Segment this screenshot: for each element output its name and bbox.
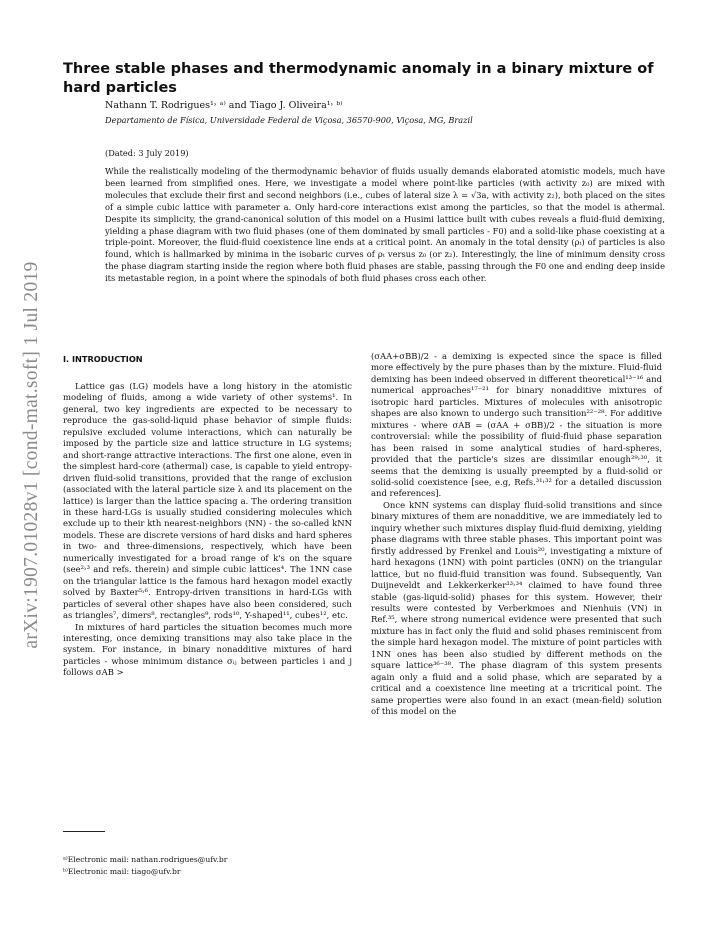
paragraph: In mixtures of hard particles the situation becomes much more interesting, once demixing transitions may also take place in the system. For instance, in binary nonadditive mixtures of hard particles - whose minimum distance σᵢⱼ between particles i and j follows σAB > [63, 621, 352, 678]
left-column [63, 381, 352, 679]
authors: Nathann T. Rodrigues¹˒ ᵃ⁾ and Tiago J. Oliveira¹˒ ᵇ⁾ [105, 100, 343, 111]
paragraph: (σAA+σBB)/2 - a demixing is expected since the space is filled more effectively by the pure phases than by the mixture. Fluid-fluid demixing has been indeed observed in different theoretical¹³⁻¹⁶ and numerical approaches¹⁷⁻²¹ for binary nonadditive mixtures of isotropic hard particles. Mixtures of molecules with anisotropic shapes are also known to undergo such transition²²⁻²⁸. For additive mixtures - where σAB = (σAA + σBB)/2 - the situation is more controversial: while the possibility of fluid-fluid phase separation has been raised in some analytical studies of hard-spheres, provided that the particle's sizes are dissimilar enough²⁹˒³⁰, it seems that the demixing is usually preempted by a fluid-solid or solid-solid coexistence [see, e.g, Refs.³¹˒³² for a detailed discussion and references]. [371, 351, 662, 499]
arxiv-stamp [17, 240, 47, 670]
paragraph: Lattice gas (LG) models have a long history in the atomistic modeling of fluids, among a wide variety of other systems¹. In general, two key ingredients are expected to be necessary to reproduce the gas-solid-liquid phase behavior of simple fluids: repulsive excluded volume interactions, which can naturally be imposed by the particle size and lattice structure in LG systems; and short-range attractive interactions. The first one alone, even in the simplest hard-core (athermal) case, is capable to yield entropy-driven fluid-solid transitions, provided that the range of exclusion (associated with the lateral particle size λ and its placement on the lattice) is larger than the lattice spacing a. The ordering transition in these hard-LGs is usually studied considering molecules which exclude up to their kth nearest-neighbors (NN) - the so-called kNN models. These are discrete versions of hard disks and hard spheres in two- and three-dimensions, respectively, which have been numerically investigated for a broad range of k's on the square (see²˒³ and refs. therein) and simple cubic lattices⁴. The 1NN case on the triangular lattice is the famous hard hexagon model exactly solved by Baxter⁵˒⁶. Entropy-driven transitions in hard-LGs with particles of several other shapes have also been considered, such as triangles⁷, dimers⁸, rectangles⁹, rods¹⁰, Y-shaped¹¹, cubes¹², etc. [63, 381, 352, 621]
right-column [371, 351, 662, 718]
affiliation: Departamento de Física, Universidade Federal de Viçosa, 36570-900, Viçosa, MG, Brazil [105, 115, 473, 125]
footnote-a: ᵃ⁾Electronic mail: nathan.rodrigues@ufv.br [63, 855, 228, 864]
abstract: While the realistically modeling of the thermodynamic behavior of fluids usually demands elaborated atomistic models, much have been learned from simplified ones. Here, we investigate a model where point-like particles (with activity z₀) are mixed with molecules that exclude their first and second neighbors (i.e., cubes of lateral size λ = √3a, with activity z₂), both placed on the sites of a simple cubic lattice with parameter a. Only hard-core interactions exist among the particles, so that the model is athermal. Despite its simplicity, the grand-canonical solution of this model on a Husimi lattice built with cubes reveals a fluid-fluid demixing, yielding a phase diagram with two fluid phases (one of them dominated by small particles - F0) and a solid-like phase coexisting at a triple-point. Moreover, the fluid-fluid coexistence line ends at a critical point. An anomaly in the total density (ρₜ) of particles is also found, which is hallmarked by minima in the isobaric curves of ρₜ versus z₀ (or z₂). Interestingly, the line of minimum density cross the phase diagram starting inside the region where both fluid phases are stable, passing through the F0 one and ending deep inside its metastable region, in a point where the spinodals of both fluid phases cross each other. [105, 166, 665, 284]
section-heading: I. INTRODUCTION [63, 354, 143, 364]
paragraph: Once kNN systems can display fluid-solid transitions and since binary mixtures of them are nonadditive, we are immediately led to inquiry whether such mixtures display fluid-fluid demixing, yielding phase diagrams with three stable phases. This important point was firstly addressed by Frenkel and Louis²⁰, investigating a mixture of hard hexagons (1NN) with point particles (0NN) on the triangular lattice, but no fluid-fluid transition was found. Subsequently, Van Duijneveldt and Lekkerkerker³³˒³⁴ claimed to have found three stable (gas-liquid-solid) phases for this system. However, their results were contested by Verberkmoes and Nienhuis (VN) in Ref.³⁵, where strong numerical evidence were presented that such mixture has in fact only the fluid and solid phases reminiscent from the simple hard hexagon model. The mixture of point particles with 1NN ones has been also studied by different methods on the square lattice³⁶⁻³⁸. The phase diagram of this system presents again only a fluid and a solid phase, which are separated by a critical and a coexistence line meeting at a tricritical point. The same properties were also found in an exact (mean-field) solution of this model on the [371, 499, 662, 717]
arxiv-stamp-text: arXiv:1907.01028v1 [cond-mat.soft] 1 Jul 2019 [21, 261, 42, 649]
footnote-b: ᵇ⁾Electronic mail: tiago@ufv.br [63, 867, 181, 876]
paper-title: Three stable phases and thermodynamic anomaly in a binary mixture of hard particles [63, 61, 654, 96]
date-line: (Dated: 3 July 2019) [105, 148, 189, 158]
footnote-rule [63, 831, 105, 832]
